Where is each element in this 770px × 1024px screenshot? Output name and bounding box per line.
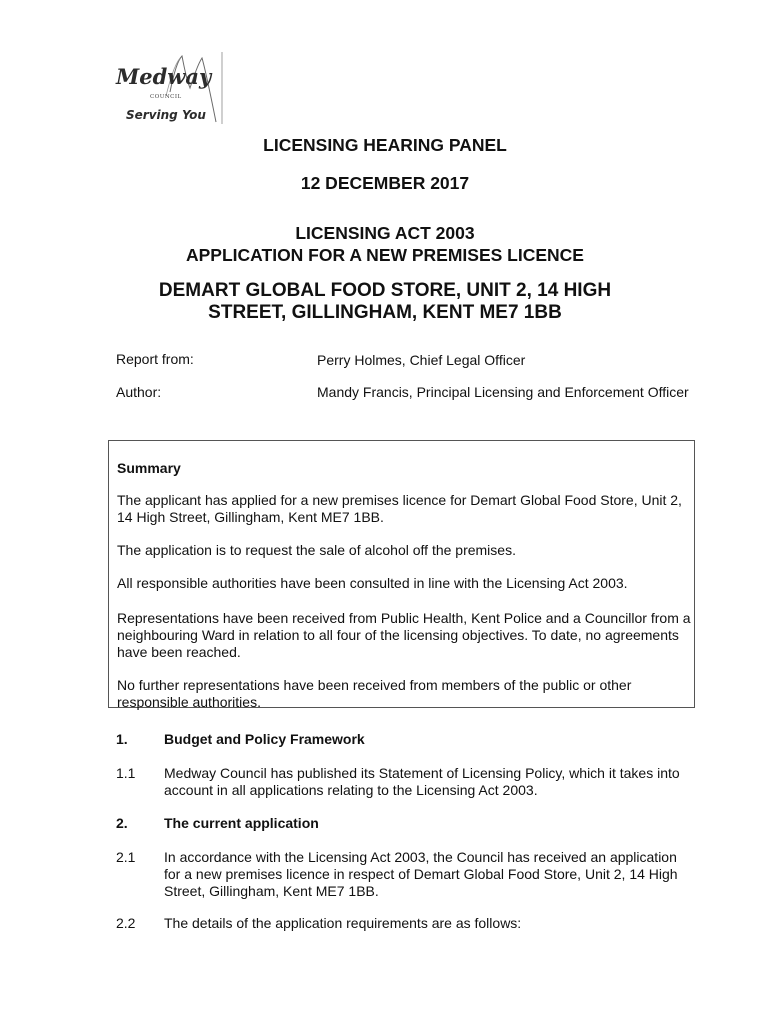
summary-paragraph: The application is to request the sale of alcohol off the premises. xyxy=(117,542,516,558)
premises-heading-line1: DEMART GLOBAL FOOD STORE, UNIT 2, 14 HIGH xyxy=(158,280,612,301)
section-number: 2. xyxy=(116,815,128,831)
act-heading: LICENSING ACT 2003 xyxy=(295,223,475,243)
item-number: 2.2 xyxy=(116,915,136,931)
report-from-label: Report from: xyxy=(116,351,194,367)
summary-paragraph: All responsible authorities have been consulted in line with the Licensing Act 2003. xyxy=(117,575,628,591)
item-text: In accordance with the Licensing Act 2003, the Council has received an application for a new premises licence in respect of Demart Global Food Store, Unit 2, 14 High Street, Gillingham, Kent ME7 1BB. xyxy=(164,849,678,899)
author-label: Author: xyxy=(116,384,162,400)
item-text: The details of the application requirements are as follows: xyxy=(164,915,522,931)
summary-paragraph: The applicant has applied for a new premises licence for Demart Global Food Store, Unit 2, 14 High Street, Gillingham, Kent ME7 1BB. xyxy=(117,492,682,525)
section-title: Budget and Policy Framework xyxy=(164,731,365,747)
item-number: 1.1 xyxy=(116,765,136,781)
application-heading: APPLICATION FOR A NEW PREMISES LICENCE xyxy=(186,245,584,265)
summary-box xyxy=(108,440,695,708)
summary-paragraph: Representations have been received from Public Health, Kent Police and a Councillor from a neighbouring Ward in relation to all four of the licensing objectives. To date, no agreements have been reached. xyxy=(117,610,691,660)
report-from-value: Perry Holmes, Chief Legal Officer xyxy=(317,352,526,368)
item-text: Medway Council has published its Statement of Licensing Policy, which it takes into account in all applications relating to the Licensing Act 2003. xyxy=(164,765,680,798)
logo-tagline: Serving You xyxy=(126,108,206,122)
logo-council-text: COUNCIL xyxy=(150,94,182,100)
item-number: 2.1 xyxy=(116,849,136,865)
author-value: Mandy Francis, Principal Licensing and Enforcement Officer xyxy=(317,384,689,400)
section-title: The current application xyxy=(164,815,319,831)
logo-wordmark: Medway xyxy=(116,64,212,89)
medway-council-logo xyxy=(110,52,228,126)
hearing-date: 12 DECEMBER 2017 xyxy=(300,173,470,193)
summary-title: Summary xyxy=(117,460,181,476)
panel-heading: LICENSING HEARING PANEL xyxy=(263,135,507,155)
summary-paragraph: No further representations have been received from members of the public or other responsible authorities. xyxy=(117,677,632,710)
section-number: 1. xyxy=(116,731,128,747)
premises-heading-line2: STREET, GILLINGHAM, KENT ME7 1BB xyxy=(208,302,562,323)
